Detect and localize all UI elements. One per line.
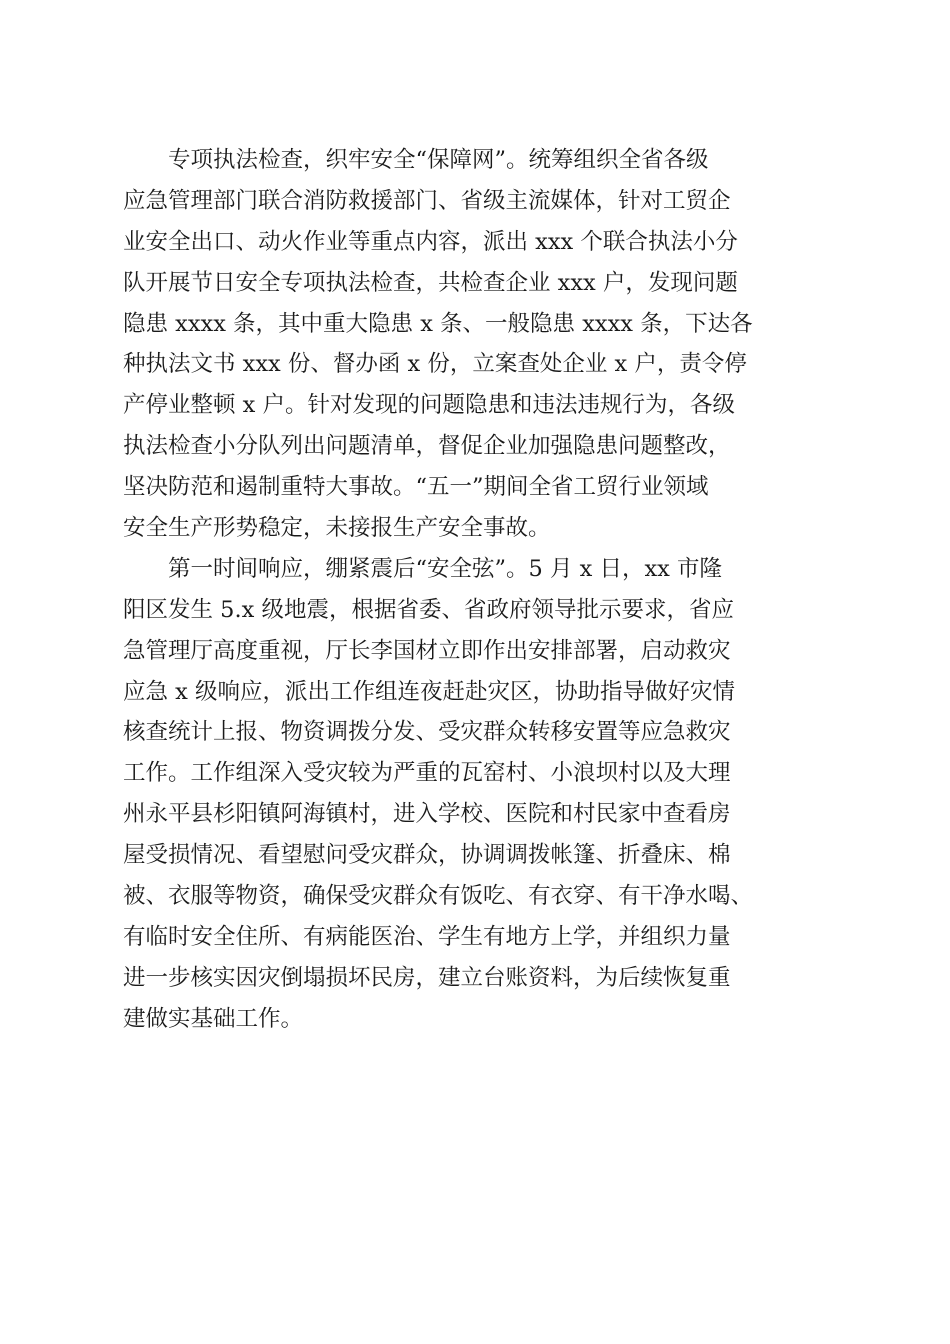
text-line: 业安全出口、动火作业等重点内容，派出 xxx 个联合执法小分 <box>123 228 738 255</box>
text-line: 州永平县杉阳镇阿海镇村，进入学校、医院和村民家中查看房 <box>123 801 731 828</box>
paragraph-earthquake-response <box>123 549 833 1040</box>
text-line: 专项执法检查，织牢安全“保障网”。统筹组织全省各级 <box>168 147 709 173</box>
text-line: 坚决防范和遏制重特大事故。“五一”期间全省工贸行业领域 <box>123 474 709 501</box>
paragraph-special-inspection <box>123 140 833 549</box>
text-line: 第一时间响应，绷紧震后“安全弦”。5 月 x 日，xx 市隆 <box>168 555 722 582</box>
text-line: 工作。工作组深入受灾较为严重的瓦窑村、小浪坝村以及大理 <box>123 760 731 787</box>
text-line: 安全生产形势稳定，未接报生产安全事故。 <box>123 515 551 542</box>
text-line: 核查统计上报、物资调拨分发、受灾群众转移安置等应急救灾 <box>123 719 731 746</box>
text-line: 种执法文书 xxx 份、督办函 x 份，立案查处企业 x 户，责令停 <box>123 351 747 378</box>
text-line: 应急 x 级响应，派出工作组连夜赶赴灾区，协助指导做好灾情 <box>123 678 735 705</box>
text-line: 应急管理部门联合消防救援部门、省级主流媒体，针对工贸企 <box>123 187 731 214</box>
text-line: 阳区发生 5.x 级地震，根据省委、省政府领导批示要求，省应 <box>123 596 734 623</box>
text-line: 执法检查小分队列出问题清单，督促企业加强隐患问题整改， <box>123 433 731 460</box>
text-line: 有临时安全住所、有病能医治、学生有地方上学，并组织力量 <box>123 923 731 950</box>
text-line: 建做实基础工作。 <box>123 1005 304 1032</box>
text-line: 屋受损情况、看望慰问受灾群众，协调调拨帐篷、折叠床、棉 <box>123 842 731 869</box>
text-line: 隐患 xxxx 条，其中重大隐患 x 条、一般隐患 xxxx 条，下达各 <box>123 310 753 337</box>
text-line: 产停业整顿 x 户。针对发现的问题隐患和违法违规行为，各级 <box>123 392 735 419</box>
document-body <box>123 140 833 1040</box>
text-line: 进一步核实因灾倒塌损坏民房，建立台账资料，为后续恢复重 <box>123 964 731 991</box>
text-line: 被、衣服等物资，确保受灾群众有饭吃、有衣穿、有干净水喝、 <box>123 883 754 910</box>
text-line: 急管理厅高度重视，厅长李国材立即作出安排部署，启动救灾 <box>123 637 731 664</box>
text-line: 队开展节日安全专项执法检查，共检查企业 xxx 户，发现问题 <box>123 269 738 296</box>
